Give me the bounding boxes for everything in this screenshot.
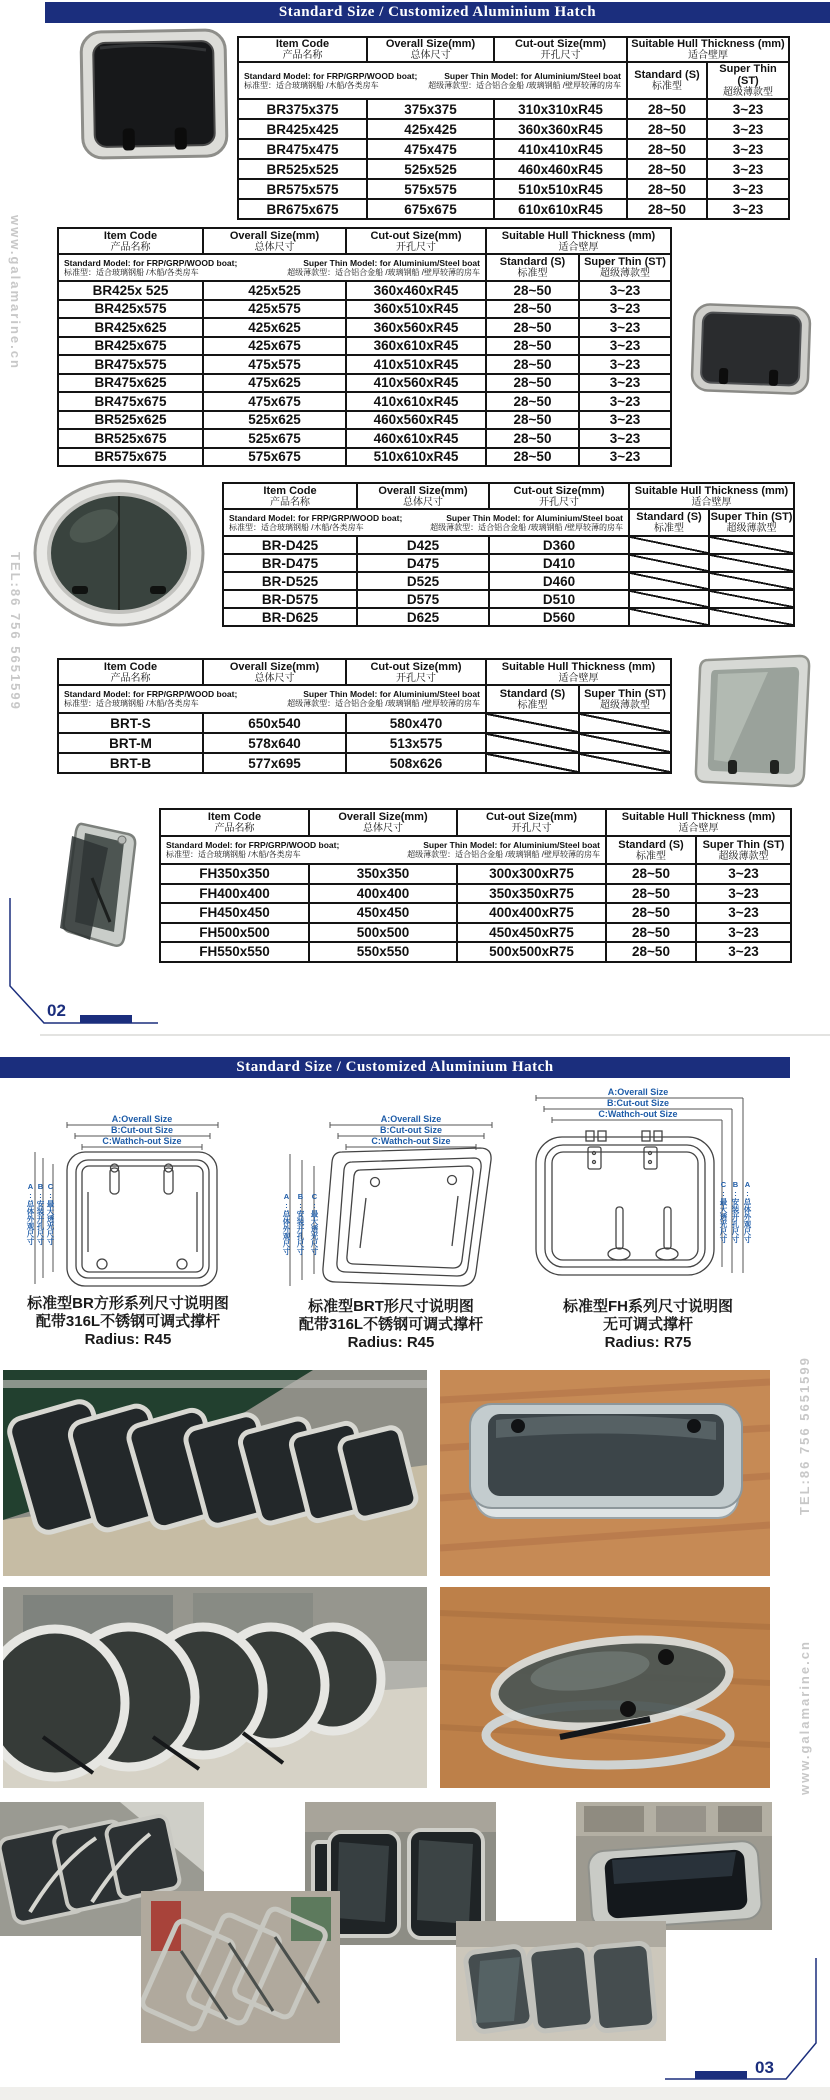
- table-cell: 450x450: [309, 903, 457, 923]
- table-subheader-row: [223, 509, 794, 536]
- header-standard: Standard (S) 标准型: [486, 685, 579, 713]
- header-hull-thickness: Suitable Hull Thickness (mm) 适合壁厚: [629, 483, 794, 509]
- table-cell: 28~50: [627, 199, 707, 219]
- table-cell: BR475x575: [58, 355, 203, 374]
- page-separator: [40, 1034, 830, 1036]
- table-cell: 3~23: [579, 411, 671, 430]
- table-cell: 3~23: [579, 318, 671, 337]
- table-cell: 410x410xR45: [494, 139, 627, 159]
- table-header-row: [223, 483, 794, 509]
- table-cell: 28~50: [627, 179, 707, 199]
- watermark-site-left: www.galamarine.cn: [8, 215, 23, 370]
- table-cell: BR-D475: [223, 554, 357, 572]
- table-cell: FH550x550: [160, 942, 309, 962]
- table-cell: BR675x675: [238, 199, 367, 219]
- table-row: [58, 753, 671, 773]
- table-cell: 500x500xR75: [457, 942, 606, 962]
- table-header-row: [58, 659, 671, 685]
- table-row: [58, 392, 671, 411]
- table-cell: 300x300xR75: [457, 864, 606, 884]
- table-cell: 410x560xR45: [346, 374, 486, 393]
- dim-label-b-cn: B:安装开孔尺寸: [296, 1192, 305, 1255]
- header-item-code: Item Code 产品名称: [58, 659, 203, 685]
- page2-banner: Standard Size / Customized Aluminium Hatch: [0, 1057, 790, 1078]
- page-number-02: 02: [47, 1001, 66, 1020]
- photo-round-hatch-rows: [3, 1587, 427, 1788]
- table-cell-na: [709, 554, 794, 572]
- table-row: [223, 590, 794, 608]
- table-cell: 460x610xR45: [346, 429, 486, 448]
- table-cell: 28~50: [627, 139, 707, 159]
- table-cell: 28~50: [606, 942, 696, 962]
- table-cell-na: [629, 536, 709, 554]
- table-cell: 577x695: [203, 753, 346, 773]
- dim-label-c-cn: C:最大透光尺寸: [310, 1192, 319, 1255]
- table-cell-na: [709, 608, 794, 626]
- dim-label-b-cn: B:安装开孔尺寸: [731, 1180, 740, 1243]
- table-cell: 3~23: [696, 903, 791, 923]
- table-row: [160, 923, 791, 943]
- table-cell: 508x626: [346, 753, 486, 773]
- table-cell: D460: [489, 572, 629, 590]
- table-cell: 28~50: [486, 374, 579, 393]
- table-row: [238, 159, 789, 179]
- table-cell: 28~50: [627, 159, 707, 179]
- table-cell: D425: [357, 536, 489, 554]
- table-row: [58, 281, 671, 300]
- table-cell: 513x575: [346, 733, 486, 753]
- table-header-row: [160, 809, 791, 836]
- table-row: [238, 179, 789, 199]
- page3-corner-line: [655, 1958, 825, 2084]
- table-cell: BRT-B: [58, 753, 203, 773]
- table-cell: 28~50: [606, 884, 696, 904]
- table-cell: BR475x675: [58, 392, 203, 411]
- table-cell: FH450x450: [160, 903, 309, 923]
- table-br-square-series: [237, 36, 790, 220]
- table-cell: 475x625: [203, 374, 346, 393]
- table-cell: 28~50: [486, 392, 579, 411]
- photo-square-hatch-dark: [690, 303, 812, 395]
- diagram-fh: [528, 1085, 768, 1292]
- table-cell-na: [629, 554, 709, 572]
- diagram-brt: [280, 1112, 502, 1292]
- header-overall-size: Overall Size(mm) 总体尺寸: [203, 228, 346, 254]
- table-row: [160, 884, 791, 904]
- dim-label-a: A:Overall Size: [607, 1087, 669, 1097]
- table-cell: 28~50: [486, 281, 579, 300]
- table-cell: 360x510xR45: [346, 300, 486, 319]
- table-cell: 425x575: [203, 300, 346, 319]
- dim-label-b: B:Cut-out Size: [607, 1098, 669, 1108]
- table-cell: 3~23: [707, 99, 789, 119]
- table-cell: 28~50: [606, 923, 696, 943]
- header-overall-size: Overall Size(mm) 总体尺寸: [357, 483, 489, 509]
- header-super-thin: Super Thin (ST) 超级薄款型: [696, 836, 791, 864]
- table-row: [223, 572, 794, 590]
- table-cell-na: [486, 713, 579, 733]
- table-cell: 525x625: [203, 411, 346, 430]
- table-cell: 3~23: [696, 942, 791, 962]
- table-cell: BR575x575: [238, 179, 367, 199]
- table-row: [238, 119, 789, 139]
- header-hull-thickness: Suitable Hull Thickness (mm) 适合壁厚: [606, 809, 791, 836]
- table-cell: 3~23: [579, 355, 671, 374]
- table-cell: BR525x675: [58, 429, 203, 448]
- table-row: [160, 942, 791, 962]
- header-super-thin: Super Thin (ST) 超级薄款型: [707, 62, 789, 99]
- photo-round-hatch-product: [30, 478, 208, 628]
- page-number-02-bar: [80, 1015, 132, 1023]
- watermark-tel-right: TEL:86 756 5651599: [797, 1356, 812, 1515]
- table-cell: 525x525: [367, 159, 494, 179]
- header-hull-thickness: Suitable Hull Thickness (mm) 适合壁厚: [627, 37, 789, 62]
- model-note: Standard Model: for FRP/GRP/WOOD boat; Super Thin Model: for Aluminium/Steel boat 标准型：适合玻璃钢船 /木船/各类房车 超级薄款型：适合铝合金船 /玻璃钢船 /壁厚较薄的房车: [58, 685, 486, 713]
- table-cell: BR375x375: [238, 99, 367, 119]
- table-cell: 28~50: [486, 429, 579, 448]
- table-cell: BR-D425: [223, 536, 357, 554]
- photo-square-hatch-on-table: [440, 1370, 770, 1576]
- table-cell: 425x425: [367, 119, 494, 139]
- header-item-code: Item Code 产品名称: [238, 37, 367, 62]
- table-cell: BRT-S: [58, 713, 203, 733]
- header-standard: Standard (S) 标准型: [606, 836, 696, 864]
- table-row: [58, 448, 671, 467]
- header-overall-size: Overall Size(mm) 总体尺寸: [367, 37, 494, 62]
- table-cell: 360x560xR45: [346, 318, 486, 337]
- header-cutout-size: Cut-out Size(mm) 开孔尺寸: [489, 483, 629, 509]
- table-row: [238, 99, 789, 119]
- table-cell: BR475x475: [238, 139, 367, 159]
- table-cell: 525x675: [203, 429, 346, 448]
- table-subheader-row: [58, 254, 671, 281]
- table-cell: 3~23: [579, 374, 671, 393]
- table-cell-na: [629, 608, 709, 626]
- table-row: [223, 608, 794, 626]
- table-cell: 575x575: [367, 179, 494, 199]
- header-super-thin: Super Thin (ST) 超级薄款型: [579, 254, 671, 281]
- table-cell: 475x575: [203, 355, 346, 374]
- table-cell: 450x450xR75: [457, 923, 606, 943]
- table-cell: BR425x425: [238, 119, 367, 139]
- table-cell: 3~23: [579, 300, 671, 319]
- table-cell-na: [709, 572, 794, 590]
- table-cell: 28~50: [486, 355, 579, 374]
- table-cell: D560: [489, 608, 629, 626]
- table-cell: BR475x625: [58, 374, 203, 393]
- table-cell: 425x525: [203, 281, 346, 300]
- table-cell: 28~50: [486, 448, 579, 467]
- table-cell: BR425x675: [58, 337, 203, 356]
- table-row: [58, 733, 671, 753]
- dim-label-b: B:Cut-out Size: [380, 1125, 442, 1135]
- header-standard: Standard (S) 标准型: [629, 509, 709, 536]
- table-cell: D575: [357, 590, 489, 608]
- table-cell: 3~23: [707, 199, 789, 219]
- model-note: Standard Model: for FRP/GRP/WOOD boat; Super Thin Model: for Aluminium/Steel boat 标准型：适合玻璃钢船 /木船/各类房车 超级薄款型：适合铝合金船 /玻璃钢船 /壁厚较薄的房车: [160, 836, 606, 864]
- table-subheader-row: [238, 62, 789, 99]
- header-standard: Standard (S) 标准型: [486, 254, 579, 281]
- table-cell: BR-D575: [223, 590, 357, 608]
- table-cell: 3~23: [707, 159, 789, 179]
- table-fh-series: [159, 808, 792, 963]
- table-cell: 3~23: [696, 923, 791, 943]
- photo-round-hatch-open-on-table: [440, 1587, 770, 1788]
- dim-label-c: C:Wathch-out Size: [371, 1136, 451, 1146]
- page2-corner-line: [8, 898, 168, 1026]
- table-cell: BR575x675: [58, 448, 203, 467]
- photo-standing-frames: [456, 1921, 666, 2041]
- table-cell: 3~23: [579, 392, 671, 411]
- table-cell: 28~50: [627, 119, 707, 139]
- header-cutout-size: Cut-out Size(mm) 开孔尺寸: [494, 37, 627, 62]
- table-cell: 3~23: [696, 864, 791, 884]
- table-cell: FH500x500: [160, 923, 309, 943]
- table-cell: 3~23: [707, 179, 789, 199]
- table-cell: 475x675: [203, 392, 346, 411]
- dim-label-c: C:Wathch-out Size: [102, 1136, 182, 1146]
- table-cell: 675x675: [367, 199, 494, 219]
- watermark-tel-left: TEL:86 756 5651599: [8, 552, 23, 711]
- table-cell-na: [709, 536, 794, 554]
- photo-skylights-on-workbench: [576, 1802, 772, 1930]
- table-cell: 28~50: [486, 411, 579, 430]
- table-cell: 650x540: [203, 713, 346, 733]
- table-cell: 360x460xR45: [346, 281, 486, 300]
- bottom-strip: [0, 2087, 830, 2100]
- table-cell: 3~23: [579, 281, 671, 300]
- table-cell-na: [629, 572, 709, 590]
- table-cell: 28~50: [606, 864, 696, 884]
- table-cell: BR425x575: [58, 300, 203, 319]
- header-item-code: Item Code 产品名称: [160, 809, 309, 836]
- dim-label-b: B:Cut-out Size: [111, 1125, 173, 1135]
- header-cutout-size: Cut-out Size(mm) 开孔尺寸: [346, 228, 486, 254]
- table-row: [58, 374, 671, 393]
- header-cutout-size: Cut-out Size(mm) 开孔尺寸: [346, 659, 486, 685]
- table-cell: 3~23: [579, 429, 671, 448]
- table-cell: 410x510xR45: [346, 355, 486, 374]
- table-cell-na: [629, 590, 709, 608]
- table-cell: 410x610xR45: [346, 392, 486, 411]
- table-cell: 425x625: [203, 318, 346, 337]
- table-row: [58, 429, 671, 448]
- dim-label-c-cn: C:最大透光尺寸: [719, 1180, 728, 1243]
- table-cell: 575x675: [203, 448, 346, 467]
- table-cell: 28~50: [486, 337, 579, 356]
- table-cell: 28~50: [486, 318, 579, 337]
- header-item-code: Item Code 产品名称: [58, 228, 203, 254]
- table-cell: 425x675: [203, 337, 346, 356]
- table-row: [223, 536, 794, 554]
- dim-label-c-cn: C:最大透光尺寸: [46, 1182, 55, 1245]
- table-header-row: [58, 228, 671, 254]
- photo-brt-hatch-product: [688, 652, 816, 790]
- table-cell-na: [579, 713, 671, 733]
- table-cell: 500x500: [309, 923, 457, 943]
- table-brt-series: [57, 658, 672, 774]
- dim-label-a-cn: A:总体外观尺寸: [282, 1192, 291, 1255]
- page1-banner: Standard Size / Customized Aluminium Hatch: [45, 2, 830, 23]
- table-cell: 510x510xR45: [494, 179, 627, 199]
- table-subheader-row: [58, 685, 671, 713]
- diagram-br-square: [14, 1112, 242, 1292]
- caption-br: 标准型BR方形系列尺寸说明图 配带316L不锈钢可调式撑杆 Radius: R45: [27, 1295, 229, 1348]
- table-cell-na: [579, 753, 671, 773]
- table-cell: D525: [357, 572, 489, 590]
- table-row: [58, 318, 671, 337]
- table-subheader-row: [160, 836, 791, 864]
- table-cell: 3~23: [707, 119, 789, 139]
- header-hull-thickness: Suitable Hull Thickness (mm) 适合壁厚: [486, 228, 671, 254]
- table-cell: 580x470: [346, 713, 486, 733]
- table-header-row: [238, 37, 789, 62]
- table-cell: 550x550: [309, 942, 457, 962]
- table-cell: D625: [357, 608, 489, 626]
- table-cell: BR425x625: [58, 318, 203, 337]
- table-cell: 3~23: [707, 139, 789, 159]
- table-cell: 3~23: [579, 337, 671, 356]
- table-cell: BRT-M: [58, 733, 203, 753]
- page-number-03-bar: [695, 2071, 747, 2079]
- table-cell: D360: [489, 536, 629, 554]
- table-cell: 360x610xR45: [346, 337, 486, 356]
- dim-label-b-cn: B:安装开孔尺寸: [36, 1182, 45, 1245]
- header-standard: Standard (S) 标准型: [627, 62, 707, 99]
- header-item-code: Item Code 产品名称: [223, 483, 357, 509]
- table-cell: D510: [489, 590, 629, 608]
- table-row: [160, 864, 791, 884]
- table-cell: BR525x625: [58, 411, 203, 430]
- table-cell: 350x350xR75: [457, 884, 606, 904]
- table-cell: 400x400: [309, 884, 457, 904]
- dim-label-a-cn: A:总体外观尺寸: [26, 1182, 35, 1245]
- table-row: [58, 411, 671, 430]
- table-cell: D410: [489, 554, 629, 572]
- table-cell: 3~23: [579, 448, 671, 467]
- caption-brt: 标准型BRT形尺寸说明图 配带316L不锈钢可调式撑杆 Radius: R45: [298, 1298, 484, 1351]
- table-br-rect-series: [57, 227, 672, 467]
- table-cell: 28~50: [627, 99, 707, 119]
- table-cell: 578x640: [203, 733, 346, 753]
- dim-label-a-cn: A:总体外观尺寸: [743, 1180, 752, 1243]
- model-note: Standard Model: for FRP/GRP/WOOD boat; Super Thin Model: for Aluminium/Steel boat 标准型：适合玻璃钢船 /木船/各类房车 超级薄款型：适合铝合金船 /玻璃钢船 /壁厚较薄的房车: [238, 62, 627, 99]
- table-cell: 28~50: [606, 903, 696, 923]
- table-cell-na: [486, 733, 579, 753]
- table-cell: FH350x350: [160, 864, 309, 884]
- photo-factory-square-hatch-rows: [3, 1370, 427, 1576]
- table-cell: 375x375: [367, 99, 494, 119]
- header-overall-size: Overall Size(mm) 总体尺寸: [203, 659, 346, 685]
- table-row: [238, 199, 789, 219]
- caption-fh: 标准型FH系列尺寸说明图 无可调式撑杆 Radius: R75: [563, 1298, 733, 1351]
- header-super-thin: Super Thin (ST) 超级薄款型: [579, 685, 671, 713]
- header-overall-size: Overall Size(mm) 总体尺寸: [309, 809, 457, 836]
- table-cell: 460x460xR45: [494, 159, 627, 179]
- table-row: [58, 300, 671, 319]
- model-note: Standard Model: for FRP/GRP/WOOD boat; Super Thin Model: for Aluminium/Steel boat 标准型：适合玻璃钢船 /木船/各类房车 超级薄款型：适合铝合金船 /玻璃钢船 /壁厚较薄的房车: [58, 254, 486, 281]
- table-cell: 360x360xR45: [494, 119, 627, 139]
- model-note: Standard Model: for FRP/GRP/WOOD boat; Super Thin Model: for Aluminium/Steel boat 标准型：适合玻璃钢船 /木船/各类房车 超级薄款型：适合铝合金船 /玻璃钢船 /壁厚较薄的房车: [223, 509, 629, 536]
- table-row: [58, 337, 671, 356]
- table-row: [238, 139, 789, 159]
- table-cell: BR425x 525: [58, 281, 203, 300]
- table-cell: 475x475: [367, 139, 494, 159]
- table-cell: 310x310xR45: [494, 99, 627, 119]
- table-cell: 28~50: [486, 300, 579, 319]
- photo-square-hatch-product: [78, 28, 230, 160]
- table-cell: 510x610xR45: [346, 448, 486, 467]
- page-number-03: 03: [755, 2058, 774, 2077]
- header-hull-thickness: Suitable Hull Thickness (mm) 适合壁厚: [486, 659, 671, 685]
- table-cell-na: [709, 590, 794, 608]
- table-cell: BR-D525: [223, 572, 357, 590]
- dim-label-a: A:Overall Size: [380, 1114, 442, 1124]
- header-super-thin: Super Thin (ST) 超级薄款型: [710, 511, 793, 534]
- table-cell: 460x560xR45: [346, 411, 486, 430]
- photo-leaning-frames: [141, 1891, 340, 2043]
- table-br-round-series: [222, 482, 795, 627]
- table-row: [223, 554, 794, 572]
- header-cutout-size: Cut-out Size(mm) 开孔尺寸: [457, 809, 606, 836]
- watermark-site-right: www.galamarine.cn: [797, 1640, 812, 1795]
- dim-label-c: C:Wathch-out Size: [598, 1109, 678, 1119]
- table-row: [58, 355, 671, 374]
- table-cell: 350x350: [309, 864, 457, 884]
- table-cell: 610x610xR45: [494, 199, 627, 219]
- table-cell-na: [579, 733, 671, 753]
- table-cell: BR525x525: [238, 159, 367, 179]
- dim-label-a: A:Overall Size: [111, 1114, 173, 1124]
- table-row: [58, 713, 671, 733]
- table-cell: 3~23: [696, 884, 791, 904]
- table-cell: BR-D625: [223, 608, 357, 626]
- table-cell-na: [486, 753, 579, 773]
- table-cell: D475: [357, 554, 489, 572]
- table-cell: 400x400xR75: [457, 903, 606, 923]
- table-row: [160, 903, 791, 923]
- table-cell: FH400x400: [160, 884, 309, 904]
